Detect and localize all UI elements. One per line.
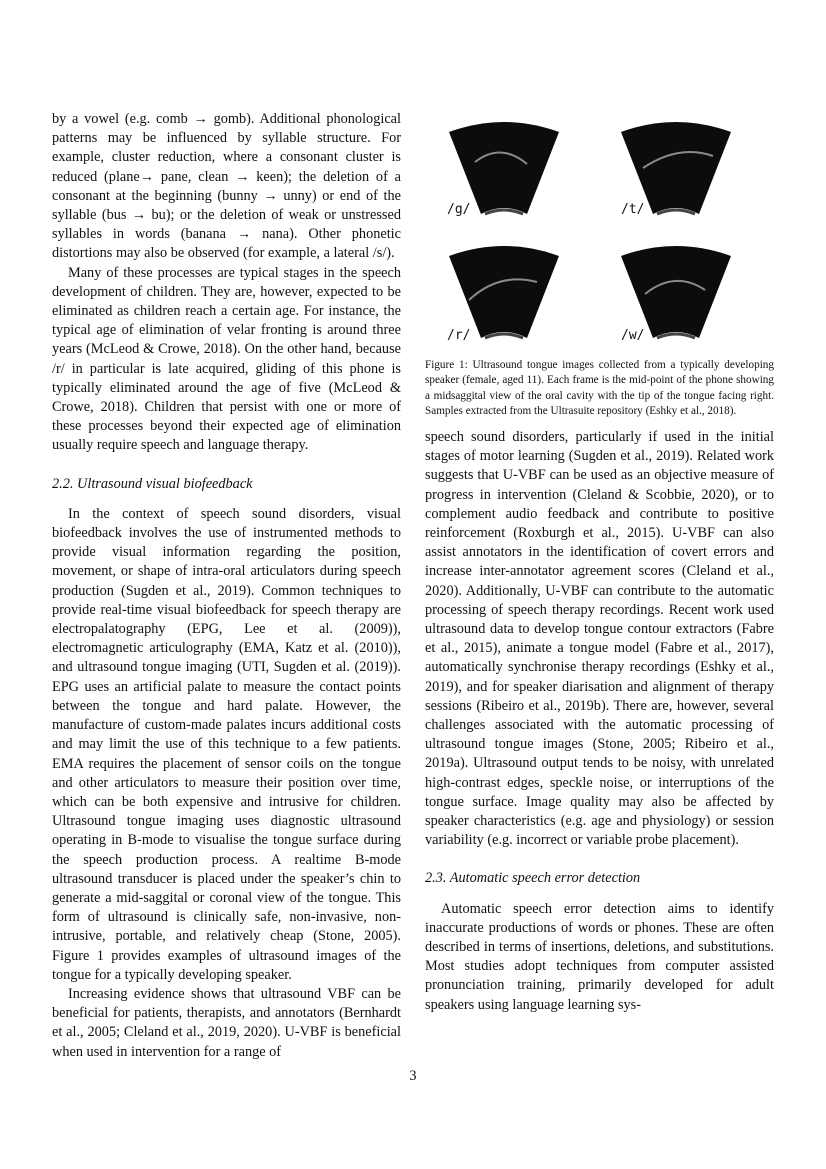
section-heading: 2.3. Automatic speech error detection <box>425 870 641 887</box>
paragraph: Increasing evidence shows that ultrasound VBF can be beneficial for patients, therapists, and annotators (Bernhardt et al., 2005; Cleland et al., 2019, 2020). U-VBF is beneficial when used in intervention for a range of <box>52 985 401 1060</box>
left-column <box>52 110 401 1062</box>
section-heading: 2.2. Ultrasound visual biofeedback <box>52 475 253 492</box>
figure-1 <box>425 110 774 428</box>
phone-label: /w/ <box>621 328 645 343</box>
paragraph: speech sound disorders, particularly if used in the initial stages of motor learning (Sugden et al., 2019). Related work suggests that U-VBF can be used as an objective measure of progress in intervention (Cleland & Scobbie, 2020), or to complement audio feedback and contribute to positive reinforcement (Roxburgh et al., 2015). U-VBF can also assist annotators in the identification of covert errors and increase inter-annotator agreement scores (Cleland et al., 2020). Additionally, U-VBF can contribute to the automatic processing of speech therapy recordings. Recent work used ultrasound data to develop tongue contour extractors (Fabre et al., 2015), animate a tongue model (Fabre et al., 2017), automatically synchronise therapy recordings (Eshky et al., 2019), and for speaker diarisation and alignment of therapy sessions (Ribeiro et al., 2019b). There are, however, several challenges associated with the automatic processing of ultrasound tongue images (Stone, 2005; Ribeiro et al., 2019a). Ultrasound output tends to be noisy, with unrelated high-contrast edges, speckle noise, or interruptions of the tongue surface. Image quality may also be affected by speaker characteristics (e.g. age and physiology) or session variability (e.g. incorrect or variable probe placement). <box>425 429 774 849</box>
paragraph: Many of these processes are typical stages in the speech development of children. They are, however, expected to be eliminated as children reach a certain age. For instance, the typical age of elimination of velar fronting is around three years (McLeod & Crowe, 2018). On the other hand, because /r/ in particular is late acquired, gliding of this phone is typically eliminated around the age of five (McLeod & Crowe, 2018). Children that persist with one or more of these processes beyond their expected age of elimination usually require speech and language therapy. <box>52 264 401 454</box>
page-number: 3 <box>409 1068 417 1084</box>
phone-label: /t/ <box>621 202 645 217</box>
figure-caption: Figure 1: Ultrasound tongue images collected from a typically developing speaker (female, aged 11). Each frame is the mid-point of the phone showing a midsaggital view of the oral cavity with the tip of the tongue facing right. Samples extracted from the Ultrasuite repository (Eshky et al., 2018). <box>425 359 774 418</box>
right-column <box>425 110 774 1015</box>
paragraph: In the context of speech sound disorders, visual biofeedback involves the use of instrumented methods to provide visual information regarding the position, movement, or shape of intra-oral articulators during speech production (Sugden et al., 2019). Common techniques to provide real-time visual biofeedback for speech therapy are electropalatography (EPG, Lee et al. (2009)), electromagnetic articulography (EMA, Katz et al. (2010)), and ultrasound tongue imaging (UTI, Sugden et al. (2019)). EPG uses an artificial palate to measure the contact points between the tongue and hard palate. However, the manufacture of custom-made palates incurs additional costs and may limit the use of this technique to a few patients. EMA requires the placement of sensor coils on the tongue and other articulators to measure their position over time, which can be both expensive and intrusive for children. Ultrasound tongue imaging uses diagnostic ultrasound operating in B-mode to visualise the tongue surface during the speech production process. A realtime B-mode ultrasound transducer is placed under the speaker’s chin to generate a mid-saggital or coronal view of the tongue. This form of ultrasound is clinically safe, non-invasive, non-intrusive, portable, and relatively cheap (Stone, 2005). Figure 1 provides examples of ultrasound images of the tongue for a typically developing speaker. <box>52 505 401 983</box>
phone-label: /r/ <box>447 328 471 343</box>
paragraph: by a vowel (e.g. comb → gomb). Additional phonological patterns may be influenced by syllable structure. For example, cluster reduction, where a consonant cluster is reduced (plane→ pane, clean → keen); the deletion of a consonant at the beginning (bunny → unny) or end of the syllable (bus → bu); or the deletion of weak or unstressed syllables in words (banana → nana). Other phonetic distortions may also be observed (for example, a lateral /s/). <box>52 111 401 262</box>
phone-label: /g/ <box>447 202 471 217</box>
paragraph: Automatic speech error detection aims to identify inaccurate productions of words or phones. These are often described in terms of insertions, deletions, and substitutions. Most studies adopt techniques from computer assisted pronunciation training, primarily developed for adult speakers using language learning sys- <box>425 900 774 1013</box>
